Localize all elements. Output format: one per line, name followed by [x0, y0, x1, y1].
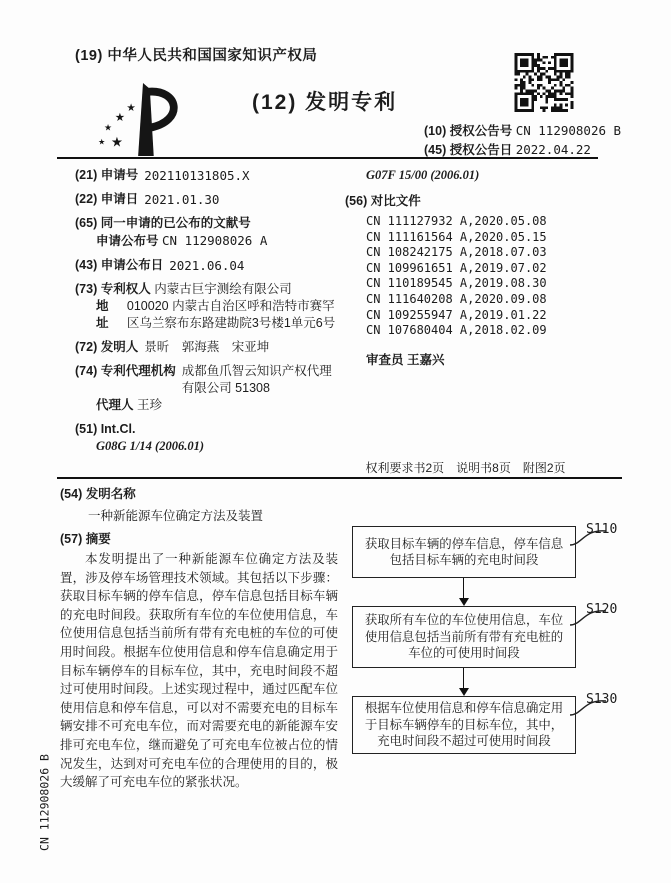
flowchart-step-box: 根据车位使用信息和停车信息确定用于目标车辆停车的目标车位，其中，充电时间段不超过可使用时间段 [352, 696, 576, 754]
grant-number-label: (10) 授权公告号 [424, 124, 513, 138]
step-label: S130 [586, 692, 618, 707]
examiner-value: 王嘉兴 [407, 352, 445, 367]
issuing-office: (19) 中华人民共和国国家知识产权局 [75, 48, 318, 64]
prior-publication-label: (65) 同一申请的已公布的文献号 [75, 216, 251, 230]
prior-publication-number-label: 申请公布号 [96, 234, 159, 248]
inventors-row [75, 339, 340, 356]
examiner-row [345, 352, 625, 369]
citation-row: CN 111127932 A,2020.05.08 [366, 214, 547, 228]
prior-publication-date-label: (43) 申请公布日 [75, 258, 164, 272]
patentee-label: (73) 专利权人 [75, 282, 151, 296]
agency-row [75, 363, 340, 397]
flow-arrowhead-icon [459, 688, 469, 696]
flowchart-figure [340, 520, 671, 770]
application-number-label: (21) 申请号 [75, 168, 139, 182]
application-date-label: (22) 申请日 [75, 192, 139, 206]
application-number-row [75, 167, 340, 184]
application-date-row [75, 191, 340, 208]
citation-row: CN 109255947 A,2019.01.22 [366, 307, 547, 322]
invention-title-label: (54) 发明名称 [60, 487, 136, 501]
abstract-label: (57) 摘要 [60, 532, 111, 546]
grant-date-line [424, 140, 591, 158]
prior-publication-date-row [75, 257, 340, 274]
agency-label: (74) 专利代理机构 [75, 364, 176, 378]
biblio-right-column [345, 167, 625, 369]
flowchart-step-box: 获取所有车位的车位使用信息，车位使用信息包括当前所有带有充电桩的车位的可使用时间段 [352, 606, 576, 668]
cited-references-label: (56) 对比文件 [345, 194, 421, 208]
flow-arrow-line [463, 668, 464, 690]
agent-row [75, 397, 340, 414]
invention-title: 一种新能源车位确定方法及装置 [88, 509, 264, 523]
header-divider [57, 157, 598, 159]
qr-code [513, 53, 575, 112]
step-label: S110 [586, 522, 618, 537]
document-type: (12) 发明专利 [252, 91, 398, 114]
application-date-value: 2021.01.30 [144, 192, 220, 207]
patentee-row [75, 281, 340, 298]
prior-publication-number-value: CN 112908026 A [162, 233, 268, 248]
biblio-divider [57, 477, 622, 479]
inventors-value: 景昕 郭海燕 宋亚坤 [144, 340, 270, 354]
svg-text:★: ★ [98, 137, 106, 147]
citation-row: CN 107680404 A,2018.02.09 [366, 323, 547, 338]
svg-text:★: ★ [104, 122, 112, 133]
citation-row: CN 108242175 A,2018.07.03 [366, 245, 547, 260]
side-document-number: CN 112908026 B [37, 754, 52, 851]
prior-publication-block [75, 215, 340, 250]
intcl-code-2: G07F 15/00 (2006.01) [366, 168, 480, 182]
flow-arrow-line [463, 578, 464, 600]
patentee-value: 内蒙古巨宇测绘有限公司 [154, 282, 292, 296]
intcl-code-1: G08G 1/14 (2006.01) [96, 439, 204, 453]
citation-row: CN 109961651 A,2019.07.02 [366, 260, 547, 275]
address-row [75, 298, 340, 332]
inventors-label: (72) 发明人 [75, 340, 139, 354]
prior-publication-number-row [75, 232, 340, 250]
svg-text:★: ★ [126, 102, 137, 115]
svg-text:★: ★ [110, 134, 124, 150]
step-label: S120 [586, 602, 618, 617]
svg-text:★: ★ [114, 110, 126, 124]
intcl-block [75, 421, 340, 455]
pages-info: 权利要求书2页 说明书8页 附图2页 [365, 461, 566, 475]
agency-block [75, 363, 340, 414]
patentee-block [75, 281, 340, 332]
intcl-label: (51) Int.Cl. [75, 422, 136, 436]
cnipa-logo-icon [92, 82, 194, 163]
grant-number-line [424, 121, 621, 139]
address-label: 地址 [96, 299, 109, 330]
grant-date-label: (45) 授权公告日 [424, 143, 513, 157]
application-number-value: 202110131805.X [144, 168, 250, 183]
grant-date-value: 2022.04.22 [515, 142, 591, 157]
agency-value: 成都鱼爪智云知识产权代理 有限公司 51308 [181, 364, 332, 395]
grant-number-value: CN 112908026 B [515, 123, 622, 138]
biblio-left-column [75, 167, 340, 455]
abstract-text: 本发明提出了一种新能源车位确定方法及装置，涉及停车场管理技术领域。其包括以下步骤：获取目标车辆的停车信息，停车信息包括目标车辆的充电时间段。获取所有车位的车位使用信息，车位使用信息包括当前所有带有充电桩的车位的可使用时间段。根据车位使用信息和停车信息确定用于目标车辆停车的目标车位，其中，充电时间段不超过可使用时间段。上述实现过程中，通过匹配车位使用信息和停车信息，可以对不需要充电的目标车辆安排不可充电车位，而对需要充电的新能源车安排可充电车位，继而避免了可充电车位被占位的情况发生，达到对可充电车位的合理使用的目的，极大缓解了可充电车位的紧张状况。 [60, 552, 338, 790]
flow-arrowhead-icon [459, 598, 469, 606]
citation-row: CN 111161564 A,2020.05.15 [366, 229, 547, 244]
agent-label: 代理人 [96, 398, 134, 412]
flowchart-step-box: 获取目标车辆的停车信息，停车信息包括目标车辆的充电时间段 [352, 526, 576, 578]
address-value: 010020 内蒙古自治区呼和浩特市赛罕区乌兰察布东路建勘院3号楼1单元6号 [126, 299, 336, 330]
examiner-label: 审查员 [366, 352, 404, 367]
citation-row: CN 110189545 A,2019.08.30 [366, 276, 547, 291]
prior-publication-date-value: 2021.06.04 [169, 258, 245, 273]
title-abstract-section [60, 484, 338, 792]
citation-row: CN 111640208 A,2020.09.08 [366, 291, 547, 306]
agent-value: 王珍 [137, 398, 163, 412]
